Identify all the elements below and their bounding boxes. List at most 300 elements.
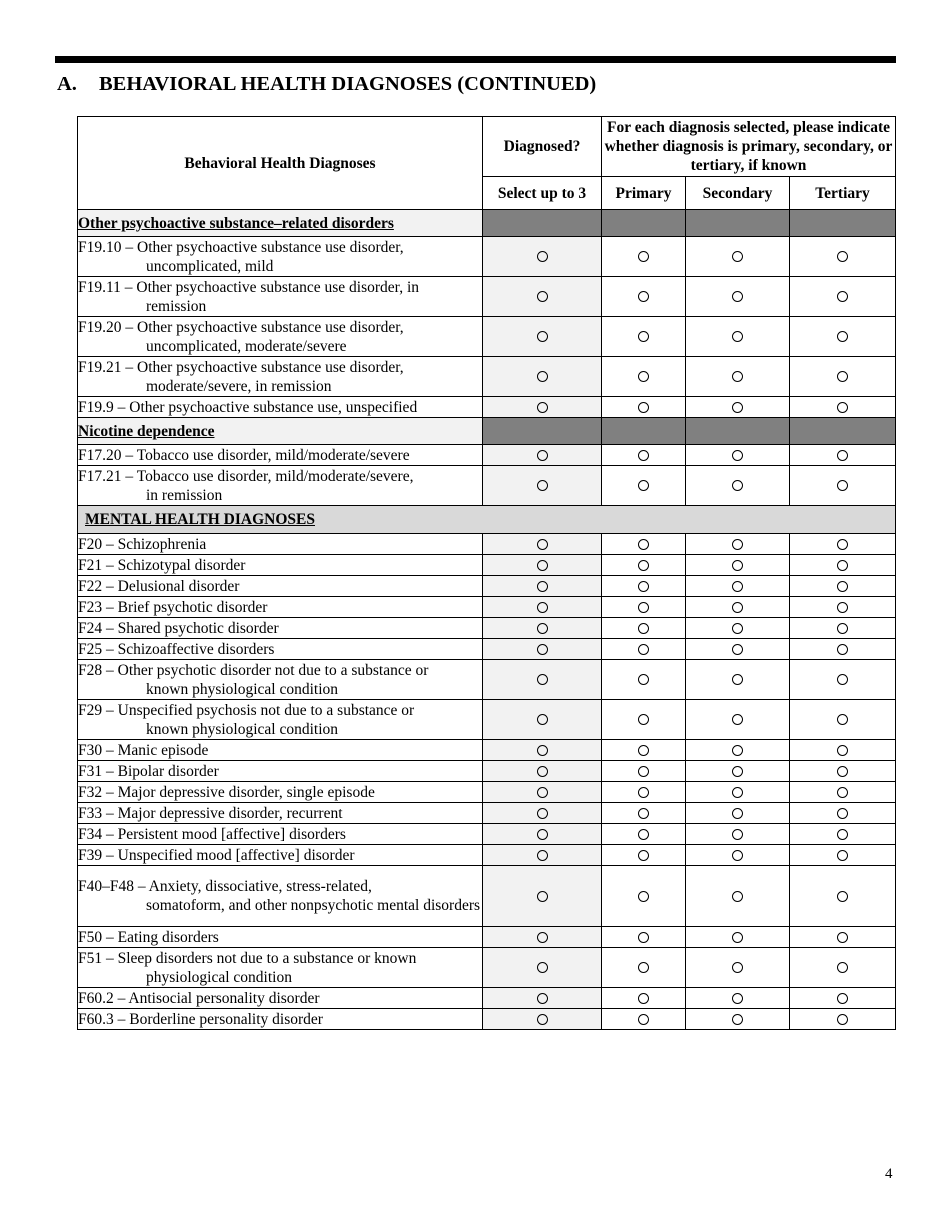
col-header-diagnosed: Diagnosed?: [483, 117, 602, 177]
col-header-tertiary: Tertiary: [790, 177, 896, 210]
page-number: 4: [885, 1166, 893, 1182]
tertiary-radio[interactable]: [837, 932, 848, 943]
tertiary-cell: [790, 866, 896, 927]
diagnosis-code-text: F19.21 – Other psychoactive substance use disorder,: [78, 358, 404, 376]
secondary-cell: [686, 534, 790, 555]
primary-cell: [602, 866, 686, 927]
diagnosed-radio[interactable]: [537, 450, 548, 461]
secondary-radio[interactable]: [732, 450, 743, 461]
diagnosed-cell: [483, 740, 602, 761]
secondary-radio[interactable]: [732, 331, 743, 342]
tertiary-radio[interactable]: [837, 371, 848, 382]
secondary-cell: [686, 927, 790, 948]
primary-cell: [602, 740, 686, 761]
table-row: [78, 700, 896, 740]
secondary-cell: [686, 740, 790, 761]
table-row: [78, 397, 896, 418]
diagnosed-cell: [483, 237, 602, 277]
diagnosed-radio[interactable]: [537, 291, 548, 302]
diagnosed-radio[interactable]: [537, 674, 548, 685]
diagnosis-code-text: F20 – Schizophrenia: [78, 535, 207, 553]
section-subheader: [78, 210, 896, 237]
secondary-cell: [686, 761, 790, 782]
diagnosis-code-text: F60.3 – Borderline personality disorder: [78, 1010, 323, 1028]
primary-cell: [602, 317, 686, 357]
primary-cell: [602, 639, 686, 660]
tertiary-cell: [790, 803, 896, 824]
diagnosed-radio[interactable]: [537, 560, 548, 571]
primary-cell: [602, 618, 686, 639]
primary-cell: [602, 397, 686, 418]
diagnosis-code-text: F33 – Major depressive disorder, recurrent: [78, 804, 343, 822]
diagnosis-continuation-text: uncomplicated, moderate/severe: [146, 337, 347, 355]
tertiary-radio[interactable]: [837, 891, 848, 902]
col-header-diagnoses: Behavioral Health Diagnoses: [78, 117, 483, 210]
subheader-label: Other psychoactive substance–related disorders: [78, 210, 483, 237]
diagnosed-radio[interactable]: [537, 787, 548, 798]
diagnosis-code-text: F19.10 – Other psychoactive substance use disorder,: [78, 238, 404, 256]
primary-radio[interactable]: [638, 891, 649, 902]
table-row: [78, 803, 896, 824]
table-row: [78, 927, 896, 948]
tertiary-radio[interactable]: [837, 539, 848, 550]
secondary-cell: [686, 618, 790, 639]
table-row: [78, 761, 896, 782]
diagnosis-code-text: F19.20 – Other psychoactive substance use disorder,: [78, 318, 404, 336]
table-row: [78, 237, 896, 277]
diagnosis-code-text: F60.2 – Antisocial personality disorder: [78, 989, 320, 1007]
table-row: [78, 357, 896, 397]
diagnosed-cell: [483, 357, 602, 397]
secondary-cell: [686, 466, 790, 506]
primary-radio[interactable]: [638, 766, 649, 777]
section-title-text: BEHAVIORAL HEALTH DIAGNOSES (CONTINUED): [99, 73, 597, 95]
tertiary-cell: [790, 927, 896, 948]
primary-radio[interactable]: [638, 291, 649, 302]
diagnosis-code-text: F30 – Manic episode: [78, 741, 209, 759]
diagnosed-cell: [483, 761, 602, 782]
diagnosis-continuation-text: in remission: [146, 486, 223, 504]
primary-cell: [602, 660, 686, 700]
diagnosis-continuation-text: known physiological condition: [146, 680, 339, 698]
diagnosed-cell: [483, 803, 602, 824]
diagnosis-code-text: F34 – Persistent mood [affective] disorders: [78, 825, 346, 843]
tertiary-radio[interactable]: [837, 251, 848, 262]
diagnosed-cell: [483, 277, 602, 317]
diagnosed-cell: [483, 866, 602, 927]
tertiary-cell: [790, 639, 896, 660]
secondary-cell: [686, 782, 790, 803]
secondary-radio[interactable]: [732, 1014, 743, 1025]
secondary-radio[interactable]: [732, 829, 743, 840]
table-row: [78, 824, 896, 845]
diagnosis-label: [78, 740, 483, 761]
diagnosed-cell: [483, 445, 602, 466]
diagnosis-label: [78, 660, 483, 700]
primary-cell: [602, 597, 686, 618]
diagnosis-label: [78, 782, 483, 803]
diagnosed-radio[interactable]: [537, 962, 548, 973]
secondary-cell: [686, 660, 790, 700]
diagnosed-cell: [483, 555, 602, 576]
table-row: [78, 740, 896, 761]
major-section-label: MENTAL HEALTH DIAGNOSES: [78, 506, 896, 534]
table-row: [78, 948, 896, 988]
primary-cell: [602, 466, 686, 506]
primary-radio[interactable]: [638, 371, 649, 382]
diagnosis-label: [78, 466, 483, 506]
primary-cell: [602, 237, 686, 277]
tertiary-cell: [790, 948, 896, 988]
diagnosis-continuation-text: moderate/severe, in remission: [146, 377, 332, 395]
diagnosed-radio[interactable]: [537, 251, 548, 262]
diagnosis-code-text: F50 – Eating disorders: [78, 928, 219, 946]
diagnosed-radio[interactable]: [537, 644, 548, 655]
diagnosis-code-text: F39 – Unspecified mood [affective] disorder: [78, 846, 355, 864]
col-header-secondary: Secondary: [686, 177, 790, 210]
diagnosed-cell: [483, 948, 602, 988]
table-row: [78, 534, 896, 555]
secondary-cell: [686, 397, 790, 418]
primary-radio[interactable]: [638, 1014, 649, 1025]
secondary-cell: [686, 700, 790, 740]
primary-radio[interactable]: [638, 674, 649, 685]
primary-cell: [602, 357, 686, 397]
diagnosis-label: [78, 803, 483, 824]
tertiary-radio[interactable]: [837, 962, 848, 973]
tertiary-cell: [790, 277, 896, 317]
primary-radio[interactable]: [638, 808, 649, 819]
primary-cell: [602, 1009, 686, 1030]
secondary-cell: [686, 597, 790, 618]
diagnosis-code-text: F24 – Shared psychotic disorder: [78, 619, 279, 637]
diagnosis-code-text: F32 – Major depressive disorder, single episode: [78, 783, 375, 801]
diagnosis-label: [78, 277, 483, 317]
diagnosed-cell: [483, 317, 602, 357]
tertiary-radio[interactable]: [837, 787, 848, 798]
tertiary-cell: [790, 988, 896, 1009]
primary-radio[interactable]: [638, 251, 649, 262]
diagnosed-cell: [483, 1009, 602, 1030]
diagnosis-code-text: F22 – Delusional disorder: [78, 577, 240, 595]
diagnosis-label: [78, 237, 483, 277]
diagnosed-radio[interactable]: [537, 623, 548, 634]
tertiary-radio[interactable]: [837, 766, 848, 777]
secondary-cell: [686, 803, 790, 824]
secondary-radio[interactable]: [732, 808, 743, 819]
primary-cell: [602, 576, 686, 597]
tertiary-cell: [790, 576, 896, 597]
secondary-radio[interactable]: [732, 402, 743, 413]
diagnosis-label: [78, 761, 483, 782]
tertiary-cell: [790, 740, 896, 761]
diagnosed-cell: [483, 782, 602, 803]
diagnosis-label: [78, 357, 483, 397]
diagnosed-cell: [483, 466, 602, 506]
shaded-cell: [790, 210, 896, 237]
secondary-cell: [686, 445, 790, 466]
secondary-radio[interactable]: [732, 291, 743, 302]
tertiary-radio[interactable]: [837, 850, 848, 861]
secondary-radio[interactable]: [732, 962, 743, 973]
major-section-header: [78, 506, 896, 534]
diagnosis-label: [78, 317, 483, 357]
secondary-cell: [686, 639, 790, 660]
tertiary-cell: [790, 397, 896, 418]
diagnosis-code-text: F28 – Other psychotic disorder not due to a substance or: [78, 661, 429, 679]
tertiary-radio[interactable]: [837, 331, 848, 342]
section-title: [57, 73, 596, 96]
secondary-cell: [686, 1009, 790, 1030]
diagnosis-continuation-text: remission: [146, 297, 207, 315]
primary-cell: [602, 700, 686, 740]
shaded-cell: [483, 418, 602, 445]
primary-radio[interactable]: [638, 602, 649, 613]
secondary-radio[interactable]: [732, 850, 743, 861]
tertiary-radio[interactable]: [837, 644, 848, 655]
diagnosed-radio[interactable]: [537, 829, 548, 840]
primary-cell: [602, 534, 686, 555]
diagnosed-cell: [483, 534, 602, 555]
primary-radio[interactable]: [638, 331, 649, 342]
primary-radio[interactable]: [638, 450, 649, 461]
tertiary-radio[interactable]: [837, 745, 848, 756]
secondary-radio[interactable]: [732, 371, 743, 382]
secondary-radio[interactable]: [732, 932, 743, 943]
section-letter: A.: [57, 73, 77, 95]
diagnosis-label: [78, 866, 483, 927]
diagnosis-label: [78, 397, 483, 418]
tertiary-cell: [790, 357, 896, 397]
secondary-cell: [686, 948, 790, 988]
diagnosis-code-text: F19.11 – Other psychoactive substance use disorder, in: [78, 278, 420, 296]
primary-cell: [602, 927, 686, 948]
tertiary-radio[interactable]: [837, 602, 848, 613]
diagnosis-label: [78, 824, 483, 845]
secondary-cell: [686, 317, 790, 357]
shaded-cell: [483, 210, 602, 237]
primary-radio[interactable]: [638, 714, 649, 725]
primary-radio[interactable]: [638, 993, 649, 1004]
primary-cell: [602, 824, 686, 845]
diagnosed-cell: [483, 576, 602, 597]
diagnosis-continuation-text: uncomplicated, mild: [146, 257, 274, 275]
tertiary-radio[interactable]: [837, 993, 848, 1004]
secondary-cell: [686, 277, 790, 317]
table-row: [78, 845, 896, 866]
diagnosis-label: [78, 948, 483, 988]
diagnosed-radio[interactable]: [537, 993, 548, 1004]
tertiary-radio[interactable]: [837, 623, 848, 634]
shaded-cell: [790, 418, 896, 445]
primary-radio[interactable]: [638, 787, 649, 798]
secondary-radio[interactable]: [732, 602, 743, 613]
diagnosed-radio[interactable]: [537, 808, 548, 819]
diagnosed-radio[interactable]: [537, 402, 548, 413]
top-rule: [55, 56, 896, 63]
table-row: [78, 576, 896, 597]
diagnosed-cell: [483, 597, 602, 618]
secondary-radio[interactable]: [732, 787, 743, 798]
tertiary-radio[interactable]: [837, 808, 848, 819]
primary-radio[interactable]: [638, 623, 649, 634]
tertiary-radio[interactable]: [837, 714, 848, 725]
diagnosed-radio[interactable]: [537, 331, 548, 342]
diagnosis-continuation-text: known physiological condition: [146, 720, 339, 738]
secondary-radio[interactable]: [732, 745, 743, 756]
diagnosed-radio[interactable]: [537, 539, 548, 550]
tertiary-cell: [790, 782, 896, 803]
diagnosis-continuation-text: somatoform, and other nonpsychotic mental disorders: [146, 897, 481, 914]
diagnosed-cell: [483, 639, 602, 660]
tertiary-radio[interactable]: [837, 291, 848, 302]
tertiary-radio[interactable]: [837, 402, 848, 413]
secondary-radio[interactable]: [732, 623, 743, 634]
primary-cell: [602, 845, 686, 866]
table-row: [78, 466, 896, 506]
diagnosed-cell: [483, 988, 602, 1009]
diagnoses-table: [77, 116, 896, 1030]
diagnosis-code-text: F17.20 – Tobacco use disorder, mild/moderate/severe: [78, 446, 410, 464]
primary-radio[interactable]: [638, 962, 649, 973]
table-row: [78, 988, 896, 1009]
secondary-radio[interactable]: [732, 251, 743, 262]
primary-radio[interactable]: [638, 850, 649, 861]
tertiary-radio[interactable]: [837, 674, 848, 685]
tertiary-radio[interactable]: [837, 480, 848, 491]
secondary-radio[interactable]: [732, 993, 743, 1004]
tertiary-cell: [790, 597, 896, 618]
tertiary-cell: [790, 555, 896, 576]
diagnosis-code-text: F25 – Schizoaffective disorders: [78, 640, 275, 658]
diagnosed-radio[interactable]: [537, 891, 548, 902]
primary-cell: [602, 445, 686, 466]
secondary-radio[interactable]: [732, 560, 743, 571]
secondary-radio[interactable]: [732, 480, 743, 491]
subheader-label: Nicotine dependence: [78, 418, 483, 445]
secondary-radio[interactable]: [732, 714, 743, 725]
primary-radio[interactable]: [638, 581, 649, 592]
tertiary-radio[interactable]: [837, 450, 848, 461]
diagnosis-label: [78, 845, 483, 866]
tertiary-cell: [790, 445, 896, 466]
diagnosed-radio[interactable]: [537, 932, 548, 943]
tertiary-radio[interactable]: [837, 1014, 848, 1025]
diagnosed-radio[interactable]: [537, 1014, 548, 1025]
diagnosis-label: [78, 988, 483, 1009]
diagnosed-radio[interactable]: [537, 602, 548, 613]
diagnosed-cell: [483, 618, 602, 639]
table-body: [78, 210, 896, 1030]
col-header-primary: Primary: [602, 177, 686, 210]
primary-radio[interactable]: [638, 402, 649, 413]
tertiary-cell: [790, 466, 896, 506]
primary-cell: [602, 988, 686, 1009]
diagnosis-label: [78, 1009, 483, 1030]
diagnosed-radio[interactable]: [537, 766, 548, 777]
table-row: [78, 866, 896, 927]
diagnosis-code-text: F29 – Unspecified psychosis not due to a substance or: [78, 701, 415, 719]
diagnosed-radio[interactable]: [537, 371, 548, 382]
secondary-radio[interactable]: [732, 539, 743, 550]
secondary-cell: [686, 866, 790, 927]
tertiary-radio[interactable]: [837, 829, 848, 840]
diagnosis-label: [78, 555, 483, 576]
diagnosed-radio[interactable]: [537, 714, 548, 725]
diagnosed-radio[interactable]: [537, 480, 548, 491]
diagnosis-label: [78, 534, 483, 555]
section-subheader: [78, 418, 896, 445]
table-row: [78, 555, 896, 576]
tertiary-cell: [790, 761, 896, 782]
secondary-cell: [686, 988, 790, 1009]
col-header-select-up-to-3: Select up to 3: [483, 177, 602, 210]
secondary-cell: [686, 237, 790, 277]
diagnosed-cell: [483, 845, 602, 866]
secondary-radio[interactable]: [732, 891, 743, 902]
tertiary-cell: [790, 237, 896, 277]
table-row: [78, 639, 896, 660]
primary-radio[interactable]: [638, 745, 649, 756]
primary-radio[interactable]: [638, 539, 649, 550]
tertiary-cell: [790, 1009, 896, 1030]
secondary-cell: [686, 824, 790, 845]
primary-radio[interactable]: [638, 560, 649, 571]
diagnosis-code-text: F51 – Sleep disorders not due to a substance or known: [78, 949, 417, 967]
primary-cell: [602, 948, 686, 988]
tertiary-radio[interactable]: [837, 581, 848, 592]
secondary-radio[interactable]: [732, 644, 743, 655]
secondary-cell: [686, 555, 790, 576]
diagnosed-radio[interactable]: [537, 850, 548, 861]
diagnosed-radio[interactable]: [537, 581, 548, 592]
secondary-cell: [686, 357, 790, 397]
primary-radio[interactable]: [638, 829, 649, 840]
diagnosis-code-text: F19.9 – Other psychoactive substance use, unspecified: [78, 398, 418, 416]
primary-radio[interactable]: [638, 932, 649, 943]
secondary-radio[interactable]: [732, 766, 743, 777]
tertiary-radio[interactable]: [837, 560, 848, 571]
diagnosis-label: [78, 927, 483, 948]
diagnosed-cell: [483, 700, 602, 740]
diagnosis-code-text: F23 – Brief psychotic disorder: [78, 598, 268, 616]
diagnosed-radio[interactable]: [537, 745, 548, 756]
diagnosed-cell: [483, 397, 602, 418]
primary-cell: [602, 555, 686, 576]
table-row: [78, 660, 896, 700]
shaded-cell: [602, 418, 686, 445]
primary-radio[interactable]: [638, 480, 649, 491]
diagnosis-label: [78, 618, 483, 639]
shaded-cell: [686, 210, 790, 237]
primary-radio[interactable]: [638, 644, 649, 655]
secondary-cell: [686, 845, 790, 866]
tertiary-cell: [790, 660, 896, 700]
table-row: [78, 1009, 896, 1030]
col-header-instructions: For each diagnosis selected, please indicate whether diagnosis is primary, secondary, or tertiary, if known: [602, 117, 896, 177]
diagnosis-label: [78, 597, 483, 618]
tertiary-cell: [790, 845, 896, 866]
tertiary-cell: [790, 618, 896, 639]
tertiary-cell: [790, 534, 896, 555]
table-row: [78, 317, 896, 357]
secondary-radio[interactable]: [732, 581, 743, 592]
tertiary-cell: [790, 317, 896, 357]
secondary-radio[interactable]: [732, 674, 743, 685]
diagnosis-label: [78, 700, 483, 740]
table-row: [78, 277, 896, 317]
primary-cell: [602, 277, 686, 317]
